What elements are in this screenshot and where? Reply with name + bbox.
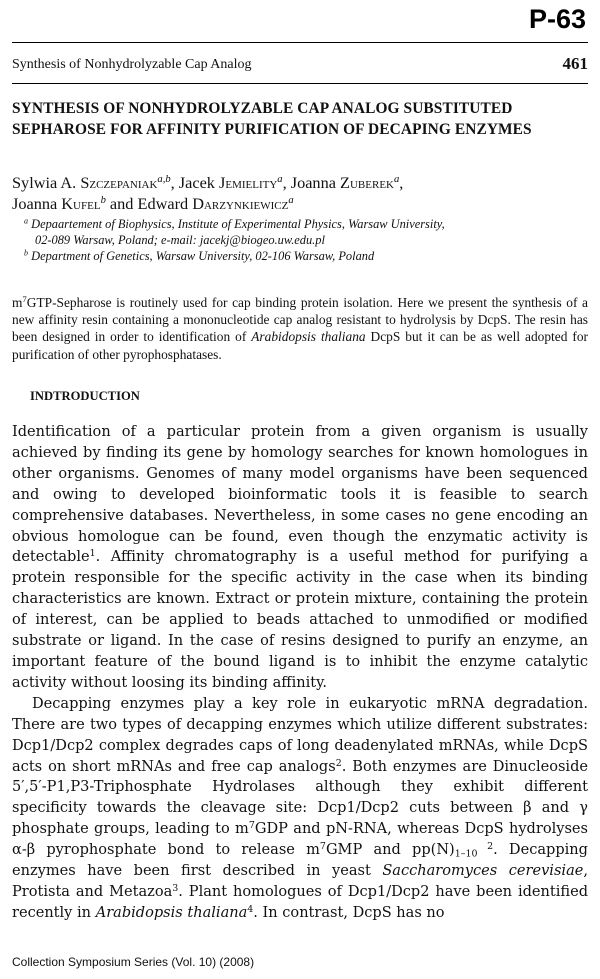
footer-citation: Collection Symposium Series (Vol. 10) (2008) <box>12 955 255 969</box>
section-heading: INDTRODUCTION <box>30 389 140 403</box>
title-line-1: SYNTHESIS OF NONHYDROLYZABLE CAP ANALOG SUBSTITUTED <box>12 100 513 117</box>
author: Joanna Zuberek$^a$ <box>290 173 400 192</box>
paragraph: Identification of a particular protein from a given organism is usually achieved by finding its gene by homology searches for known homologues in other organisms. Genomes of many model organisms have been sequenced and owing to developed bioinformatic tools it is feasible to search comprehensive databases. Nevertheless, in some cases no gene encoding an obvious homologue can be found, even though the enzymatic activity is detectable$^1$. Affinity chromatography is a useful method for purifying a protein responsible for the specific activity in the case when its binding characteristics are known. Extract or protein mixture, containing the protein of interest, can be applied to beads attached to unmodified or modified substrate or ligand. In the case of resins designed to purify an enzyme, an important feature of the bound ligand is to inhibit the enzyme catalytic activity without loosing its binding affinity. <box>12 423 588 691</box>
author-list: Sylwia A. Szczepaniak$^{a,b}$, Jacek Jemielity$^a$, Joanna Zuberek$^a$, Joanna Kufel$^b$ and Edward Darzynkiewicz$^a$ <box>12 173 404 213</box>
running-head <box>12 42 588 84</box>
page-number: 461 <box>562 54 588 73</box>
body-text <box>12 422 588 924</box>
title-line-2: SEPHAROSE FOR AFFINITY PURIFICATION OF DECAPING ENZYMES <box>12 121 532 138</box>
affiliation-b: $^b$ Department of Genetics, Warsaw University, 02-106 Warsaw, Poland <box>24 248 375 263</box>
poster-id: P-63 <box>528 4 586 34</box>
paper-title <box>12 98 588 140</box>
affiliation-a: $^a$ Depaartement of Biophysics, Institute of Experimental Physics, Warsaw University, 02-089 Warsaw, Poland; e-mail: jacekj@biogeo.uw.edu.pl <box>24 216 445 247</box>
author: Joanna Kufel$^b$ <box>12 194 106 213</box>
author: Edward Darzynkiewicz$^a$ <box>137 194 294 213</box>
running-head-title: Synthesis of Nonhydrolyzable Cap Analog <box>12 57 252 72</box>
author: Jacek Jemielity$^a$ <box>178 173 283 192</box>
abstract: $m^7GTP$-Sepharose is routinely used for cap binding protein isolation. Here we present the synthesis of a new affinity resin containing a mononucleotide cap analog resistant to hydrolysis by DcpS. The resin has been designed in order to identification of Arabidopsis thaliana DcpS but it can be as well adopted for purification of other pyrophosphatases. <box>12 294 588 362</box>
author: Sylwia A. Szczepaniak$^{a,b}$ <box>12 173 171 192</box>
paragraph: Decapping enzymes play a key role in eukaryotic mRNA degradation. There are two types of decapping enzymes which utilize different substrates: Dcp1/Dcp2 complex degrades caps of long deadenylated mRNAs, while DcpS acts on short mRNAs and free cap analogs$^2$. Both enzymes are Dinucleoside 5′,5′-P1,P3-Triphosphate Hydrolases although they exhibit different specificity towards the cleavage site: Dcp1/Dcp2 cuts between β and γ phosphate groups, leading to $m^7GDP$ and pN-RNA, whereas DcpS hydrolyses α-β pyrophosphate bond to release $m^7GMP$ and $pp(N)_{1-10}$ $^2$. Decapping enzymes have been first described in yeast Saccharomyces cerevisiae, Protista and Metazoa$^3$. Plant homologues of Dcp1/Dcp2 have been identified recently in Arabidopsis thaliana$^4$. In contrast, DcpS has no <box>12 694 589 921</box>
affiliations <box>24 216 588 264</box>
